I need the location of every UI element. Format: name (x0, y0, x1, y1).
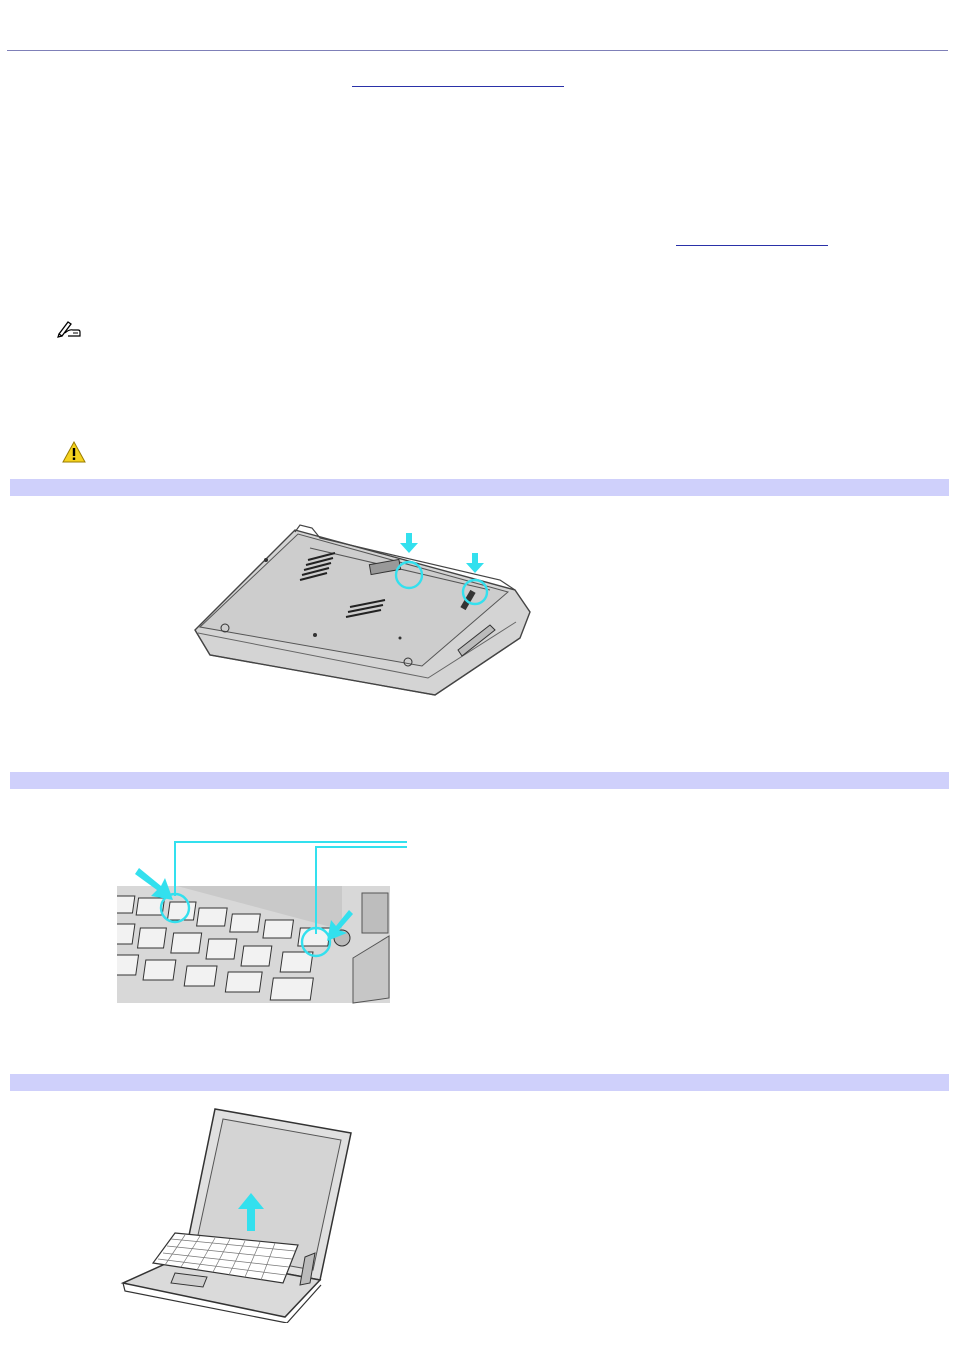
warning-triangle-icon (62, 441, 86, 463)
section-band-1 (10, 479, 949, 496)
open-laptop-illustration (115, 1105, 360, 1323)
keyboard-closeup-illustration (117, 838, 417, 1006)
section-band-2 (10, 772, 949, 789)
section-band-3 (10, 1074, 949, 1091)
laptop-bottom-illustration (190, 520, 540, 700)
note-hand-icon (56, 318, 82, 338)
hyperlink-underline-2[interactable] (676, 245, 828, 246)
hyperlink-underline-1[interactable] (352, 86, 564, 87)
top-divider (7, 50, 948, 51)
